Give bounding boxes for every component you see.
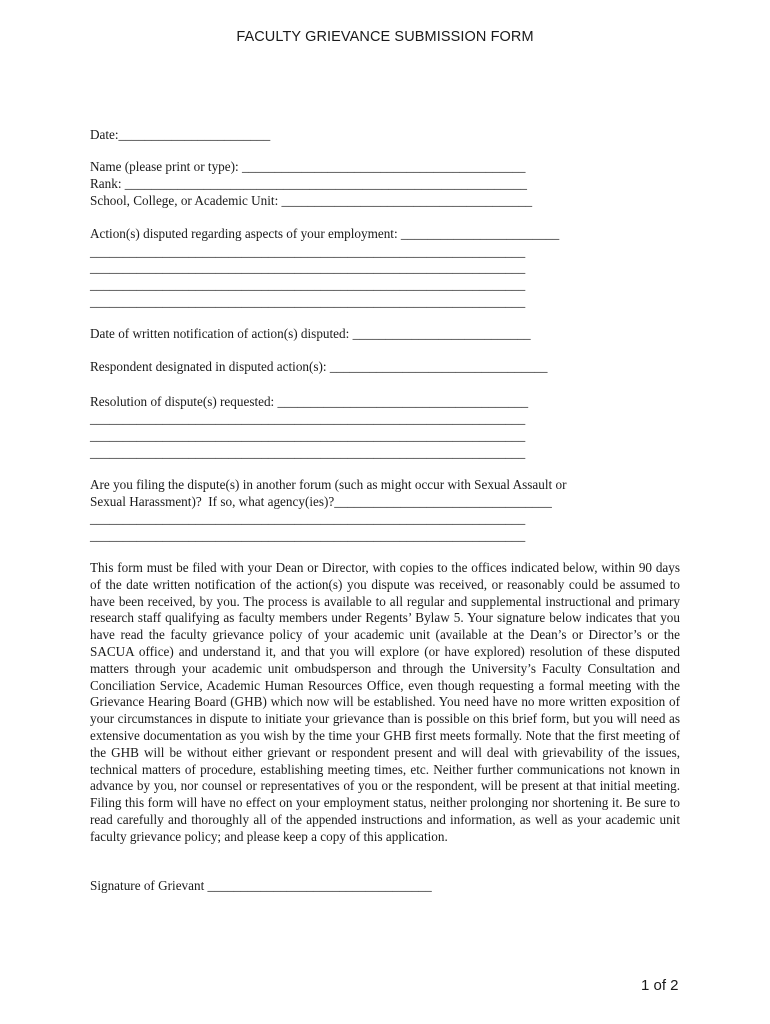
instructions-paragraph: This form must be filed with your Dean or Director, with copies to the offices indicated below, within 90 days of the date written notification of the action(s) you dispute was received, or reasonably could be assumed to have been received, by you. The process is available to all regular and supplemental instructional and primary research staff qualifying as faculty members under Regents’ Bylaw 5. Your signature below indicates that you have read the faculty grievance policy of your academic unit (available at the Dean’s or Director’s or the SACUA office) and understand it, and that you will explore (or have explored) resolution of these disputed matters through your academic unit ombudsperson and through the University’s Faculty Consultation and Conciliation Service, Academic Human Resources Office, even though requesting a formal meeting with the Grievance Hearing Board (GHB) which now will be established. You need have no more written exposition of your circumstances in dispute to initiate your grievance than is possible on this brief form, but you will need as extensive documentation as you wish by the time your GHB first meets formally. Note that the first meeting of the GHB will be without either grievant or respondent present and will deal with grievability of the issues, technical matters of procedure, establishing meeting times, etc. Neither further communications not known in advance by you, nor counsel or representatives of you or the respondent, will be present at that initial meeting. Filing this form will have no effect on your employment status, neither prolonging nor shortening it. Be sure to read carefully and thoroughly all of the appended instructions and information, as well as your academic unit faculty grievance policy; and please keep a copy of this application. — [90, 560, 680, 844]
date-field[interactable]: Date:_______________________ — [90, 127, 271, 142]
forum-blank-line[interactable]: __________________________________________________________________ — [90, 528, 526, 543]
rank-field[interactable]: Rank: _____________________________________________________________ — [90, 176, 528, 191]
signature-field[interactable]: Signature of Grievant __________________________________ — [90, 878, 432, 893]
actions-blank-line[interactable]: __________________________________________________________________ — [90, 260, 526, 275]
resolution-blank-line[interactable]: __________________________________________________________________ — [90, 445, 526, 460]
name-field[interactable]: Name (please print or type): ___________________________________________ — [90, 159, 526, 174]
actions-blank-line[interactable]: __________________________________________________________________ — [90, 294, 526, 309]
actions-blank-line[interactable]: __________________________________________________________________ — [90, 244, 526, 259]
actions-disputed-field[interactable]: Action(s) disputed regarding aspects of your employment: ________________________ — [90, 226, 560, 241]
resolution-blank-line[interactable]: __________________________________________________________________ — [90, 411, 526, 426]
respondent-field[interactable]: Respondent designated in disputed action(s): _________________________________ — [90, 359, 548, 374]
form-title: FACULTY GRIEVANCE SUBMISSION FORM — [236, 29, 534, 45]
resolution-blank-line[interactable]: __________________________________________________________________ — [90, 428, 526, 443]
resolution-field[interactable]: Resolution of dispute(s) requested: ______________________________________ — [90, 394, 529, 409]
forum-question-line-1: Are you filing the dispute(s) in another forum (such as might occur with Sexual Assault or — [90, 477, 567, 492]
forum-blank-line[interactable]: __________________________________________________________________ — [90, 511, 526, 526]
actions-blank-line[interactable]: __________________________________________________________________ — [90, 277, 526, 292]
unit-field[interactable]: School, College, or Academic Unit: ______________________________________ — [90, 193, 533, 208]
notification-date-field[interactable]: Date of written notification of action(s) disputed: ___________________________ — [90, 326, 531, 341]
page-number: 1 of 2 — [641, 977, 679, 994]
forum-agency-field[interactable]: Sexual Harassment)? If so, what agency(ies)?_________________________________ — [90, 494, 552, 509]
